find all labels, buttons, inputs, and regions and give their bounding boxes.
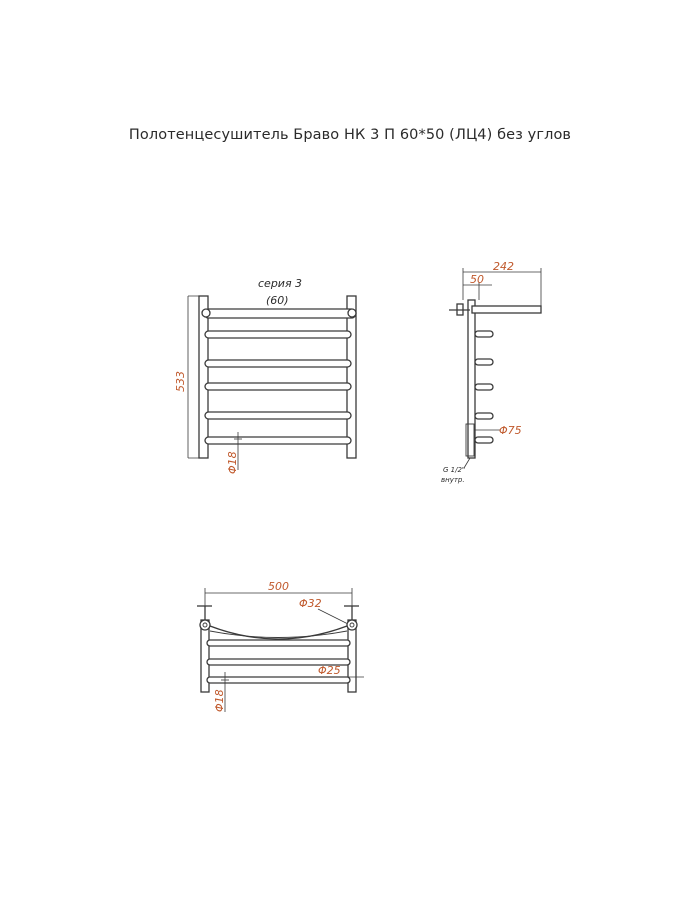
bar — [205, 437, 351, 444]
drawing-title: Полотенцесушитель Браво НК 3 П 60*50 (ЛЦ4) без углов — [128, 127, 572, 143]
bar — [205, 331, 351, 338]
series-sub-label: (60) — [266, 294, 289, 307]
series-label: серия 3 — [258, 277, 303, 290]
side-diameter-label: Φ75 — [499, 424, 522, 437]
bar — [205, 383, 351, 390]
offset-label: 50 — [470, 273, 484, 286]
top-pipe-diameter-label: Φ18 — [213, 689, 226, 712]
top-view — [197, 580, 364, 712]
side-shelf — [472, 306, 541, 313]
top-rail — [204, 309, 356, 318]
front-view — [174, 277, 356, 474]
right-post — [347, 296, 356, 458]
pipe-diameter-label: Φ18 — [226, 451, 239, 474]
thread-label: G 1/2" — [443, 466, 466, 474]
lower-diameter-label: Φ25 — [318, 664, 341, 677]
upper-diameter-label: Φ32 — [299, 597, 322, 610]
bar — [205, 412, 351, 419]
side-view — [441, 260, 541, 484]
thread-sub-label: внутр. — [441, 476, 465, 484]
bar — [207, 640, 350, 646]
bar — [205, 360, 351, 367]
width-label: 500 — [268, 580, 289, 593]
height-label: 533 — [174, 371, 187, 392]
depth-label: 242 — [493, 260, 514, 273]
left-post — [199, 296, 208, 458]
